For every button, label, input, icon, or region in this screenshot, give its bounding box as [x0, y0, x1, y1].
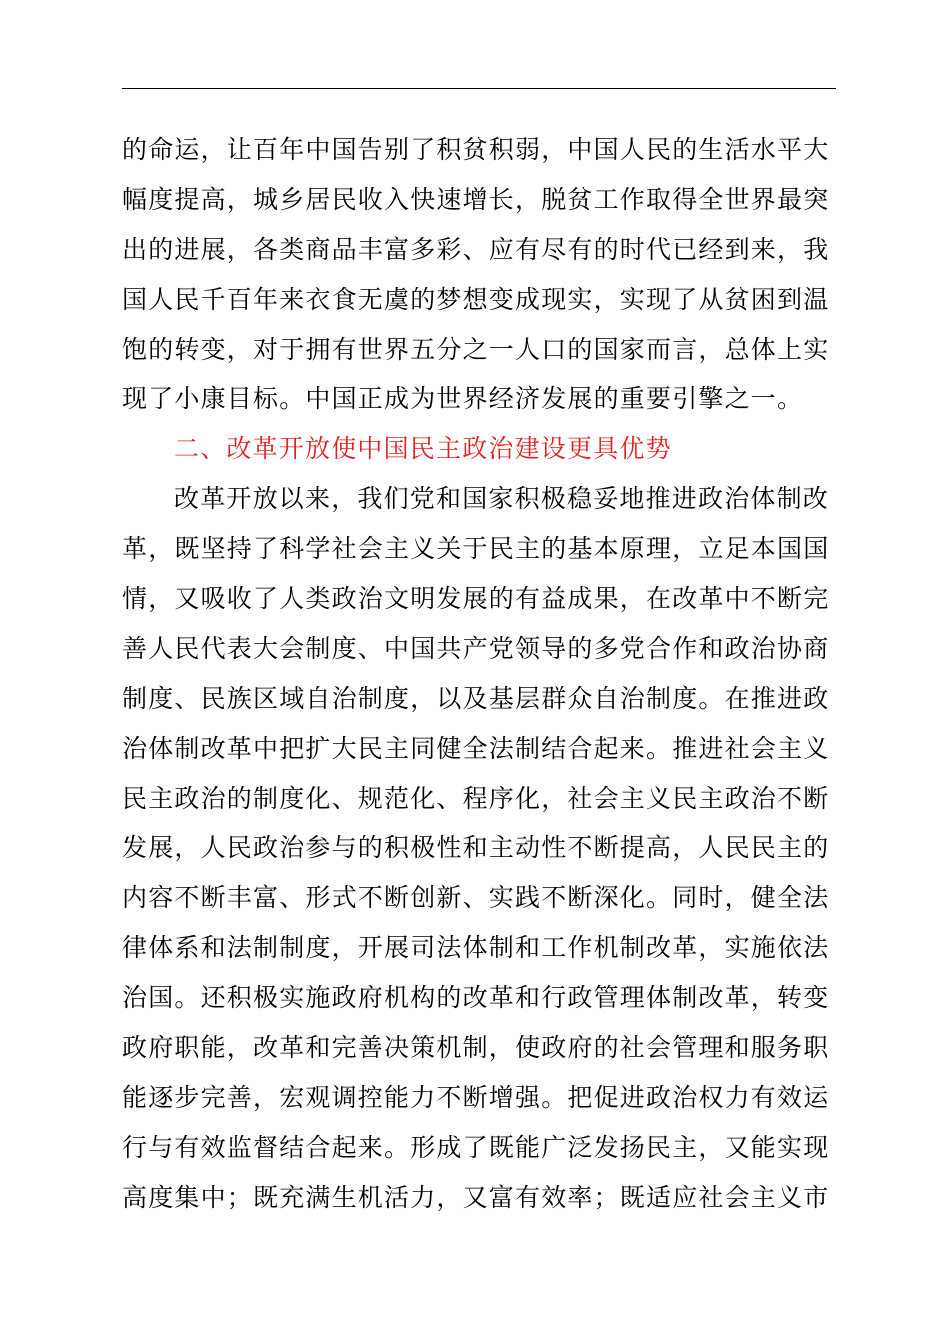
- text-line: 国人民千百年来衣食无虞的梦想变成现实，实现了从贫困到温: [122, 284, 830, 314]
- text-line: 幅度提高，城乡居民收入快速增长，脱贫工作取得全世界最突: [122, 184, 830, 214]
- text-line: 治体制改革中把扩大民主同健全法制结合起来。推进社会主义: [122, 733, 830, 763]
- text-line: 治国。还积极实施政府机构的改革和行政管理体制改革，转变: [122, 983, 830, 1013]
- paragraph-1: [122, 125, 838, 424]
- text-line: 发展，人民政治参与的积极性和主动性不断提高，人民民主的: [122, 833, 830, 863]
- text-line: 善人民代表大会制度、中国共产党领导的多党合作和政治协商: [122, 633, 830, 663]
- text-line: 制度、民族区域自治制度，以及基层群众自治制度。在推进政: [122, 683, 830, 713]
- text-line: 高度集中；既充满生机活力，又富有效率；既适应社会主义市: [122, 1182, 830, 1212]
- text-line: 民主政治的制度化、规范化、程序化，社会主义民主政治不断: [122, 783, 830, 813]
- text-line: 革，既坚持了科学社会主义关于民主的基本原理，立足本国国: [122, 534, 830, 564]
- text-line: 现了小康目标。中国正成为世界经济发展的重要引擎之一。: [122, 384, 804, 414]
- paragraph-2: [122, 474, 838, 1222]
- text-line: 的命运，让百年中国告别了积贫积弱，中国人民的生活水平大: [122, 135, 830, 164]
- header-rule: [122, 88, 836, 89]
- text-line: 行与有效监督结合起来。形成了既能广泛发扬民主，又能实现: [122, 1132, 830, 1162]
- text-line: 能逐步完善，宏观调控能力不断增强。把促进政治权力有效运: [122, 1082, 830, 1112]
- section-heading: 二、改革开放使中国民主政治建设更具优势: [174, 434, 672, 464]
- text-line: 饱的转变，对于拥有世界五分之一人口的国家而言，总体上实: [122, 334, 830, 364]
- text-line: 内容不断丰富、形式不断创新、实践不断深化。同时，健全法: [122, 883, 830, 913]
- text-line: 情，又吸收了人类政治文明发展的有益成果，在改革中不断完: [122, 584, 830, 614]
- text-line: 改革开放以来，我们党和国家积极稳妥地推进政治体制改: [174, 484, 830, 514]
- text-line: 律体系和法制制度，开展司法体制和工作机制改革，实施依法: [122, 933, 830, 963]
- text-line: 政府职能，改革和完善决策机制，使政府的社会管理和服务职: [122, 1033, 830, 1063]
- text-line: 出的进展，各类商品丰富多彩、应有尽有的时代已经到来，我: [122, 234, 830, 264]
- document-body: [122, 125, 838, 1223]
